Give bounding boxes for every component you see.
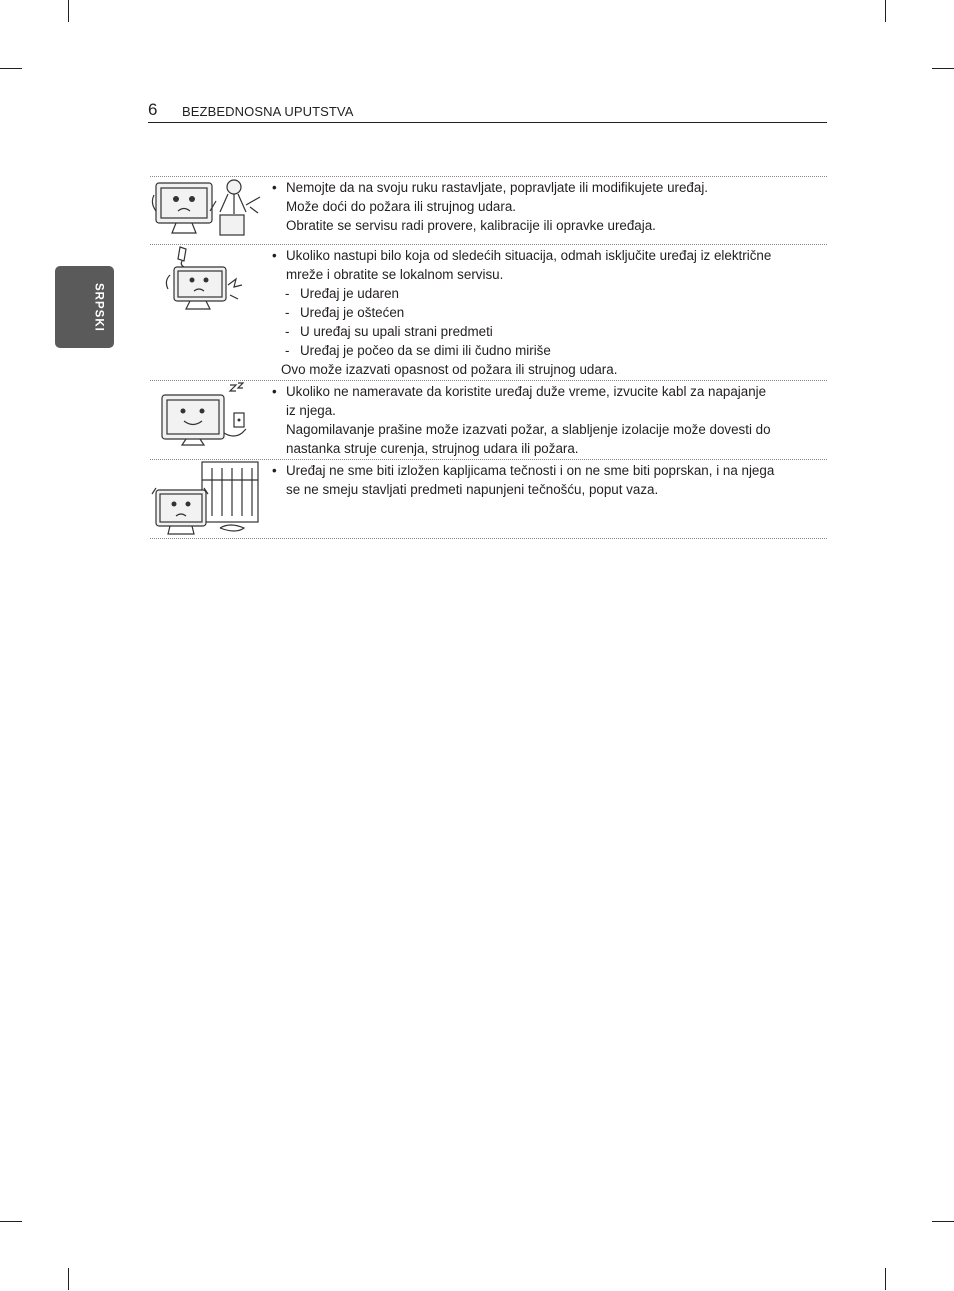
liquid-tv-illustration xyxy=(150,460,268,538)
safety-text xyxy=(272,245,827,379)
text-line: Ukoliko nastupi bilo koja od sledećih situacija, odmah isključite uređaj iz električne xyxy=(286,248,772,263)
bullet: • xyxy=(272,248,277,263)
section-title: BEZBEDNOSNA UPUTSTVA xyxy=(182,104,354,119)
language-tab-label: SRPSKI xyxy=(92,282,105,332)
list-item: - U uređaj su upali strani predmeti xyxy=(285,324,493,339)
text-line: mreže i obratite se lokalnom servisu. xyxy=(286,267,504,282)
text-line: Ukoliko ne nameravate da koristite uređaj duže vreme, izvucite kabl za napajanje xyxy=(286,384,767,399)
safety-table xyxy=(150,176,827,539)
safety-text xyxy=(272,177,827,235)
text-line: Može doći do požara ili strujnog udara. xyxy=(286,199,517,214)
text-line: iz njega. xyxy=(286,403,336,418)
bullet: • xyxy=(272,180,277,195)
safety-row-emergency xyxy=(150,245,827,381)
list-item: - Uređaj je udaren xyxy=(285,286,400,301)
language-tab xyxy=(55,266,114,348)
list-item: - Uređaj je počeo da se dimi ili čudno miriše xyxy=(285,343,551,358)
crop-mark xyxy=(0,68,22,69)
disassembly-illustration xyxy=(150,177,268,243)
unplugged-tv-illustration xyxy=(150,381,268,457)
bullet: • xyxy=(272,384,277,399)
safety-row-unplug xyxy=(150,381,827,460)
crop-mark xyxy=(932,1221,954,1222)
text-line: Nemojte da na svoju ruku rastavljate, popravljate ili modifikujete uređaj. xyxy=(286,180,709,195)
list-item: - Uređaj je oštećen xyxy=(285,305,405,320)
crop-mark xyxy=(932,68,954,69)
safety-text xyxy=(272,381,827,458)
text-line: Nagomilavanje prašine može izazvati požar, a slabljenje izolacije može dovesti do xyxy=(286,422,771,437)
crop-mark xyxy=(885,1268,886,1290)
text-line: Ovo može izazvati opasnost od požara ili strujnog udara. xyxy=(281,362,618,377)
crop-mark xyxy=(885,0,886,22)
safety-text xyxy=(272,460,827,499)
crop-mark xyxy=(68,1268,69,1290)
text-line: se ne smeju stavljati predmeti napunjeni tečnošću, poput vaza. xyxy=(286,482,659,497)
text-line: Obratite se servisu radi provere, kalibracije ili opravke uređaja. xyxy=(286,218,656,233)
safety-row-liquids xyxy=(150,460,827,539)
page-number: 6 xyxy=(148,100,158,119)
safety-row-disassembly xyxy=(150,177,827,245)
crop-mark xyxy=(68,0,69,22)
damaged-tv-illustration xyxy=(150,245,268,315)
text-line: nastanka struje curenja, strujnog udara ili požara. xyxy=(286,441,579,456)
page-header xyxy=(148,100,827,123)
text-line: Uređaj ne sme biti izložen kapljicama tečnosti i on ne sme biti poprskan, i na njega xyxy=(286,463,775,478)
bullet: • xyxy=(272,463,277,478)
crop-mark xyxy=(0,1221,22,1222)
